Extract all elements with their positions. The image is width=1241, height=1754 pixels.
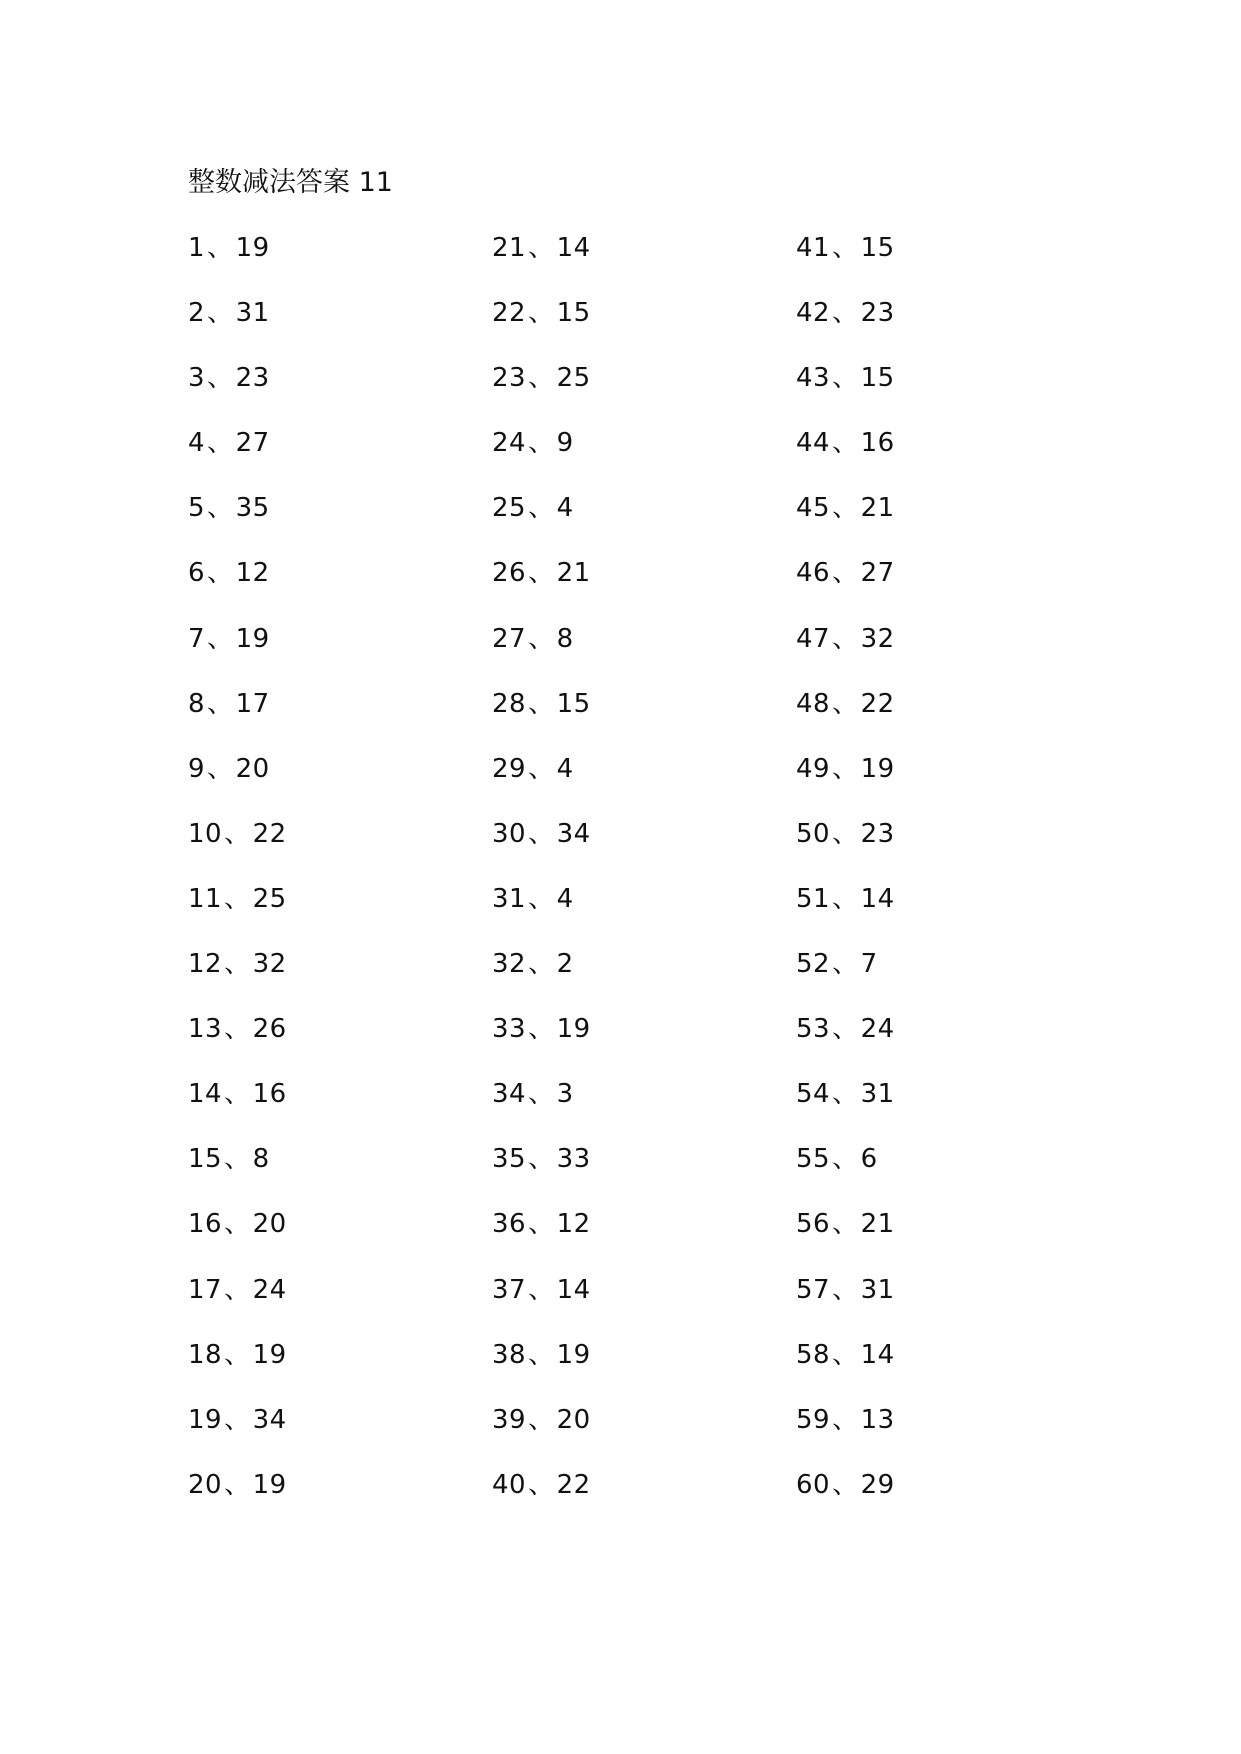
separator: 、 <box>528 493 555 524</box>
answer-value: 29 <box>860 1469 895 1500</box>
separator: 、 <box>207 493 234 524</box>
question-number: 37 <box>492 1274 527 1305</box>
answer-item <box>188 1207 492 1272</box>
separator: 、 <box>528 1079 555 1110</box>
separator: 、 <box>207 753 234 784</box>
separator: 、 <box>832 883 859 914</box>
separator: 、 <box>224 883 251 914</box>
answer-item <box>492 426 796 491</box>
answer-item <box>188 1273 492 1338</box>
answer-value: 19 <box>235 233 270 263</box>
separator: 、 <box>207 233 234 263</box>
answer-item <box>796 1012 1100 1077</box>
answer-value: 19 <box>556 1339 591 1370</box>
answer-value: 14 <box>556 1274 591 1305</box>
answer-item <box>492 752 796 817</box>
separator: 、 <box>528 428 555 459</box>
question-number: 35 <box>492 1144 527 1175</box>
separator: 、 <box>224 1339 251 1370</box>
answer-value: 32 <box>252 949 287 980</box>
question-number: 7 <box>188 623 206 654</box>
separator: 、 <box>224 949 251 980</box>
answer-value: 15 <box>860 363 895 394</box>
separator: 、 <box>528 883 555 914</box>
answer-column-3 <box>796 231 1100 1533</box>
answer-value: 22 <box>252 818 287 849</box>
answer-value: 33 <box>556 1144 591 1175</box>
question-number: 17 <box>188 1274 223 1305</box>
answer-value: 6 <box>860 1144 878 1175</box>
answer-value: 26 <box>252 1014 287 1045</box>
answer-item <box>188 1077 492 1142</box>
answer-value: 23 <box>860 818 895 849</box>
answer-value: 17 <box>235 688 270 719</box>
answer-value: 14 <box>860 1339 895 1370</box>
answer-value: 15 <box>860 233 895 263</box>
question-number: 23 <box>492 363 527 394</box>
question-number: 1 <box>188 233 206 263</box>
separator: 、 <box>528 949 555 980</box>
question-number: 4 <box>188 428 206 459</box>
answer-item <box>188 1142 492 1207</box>
answer-value: 27 <box>235 428 270 459</box>
answer-item <box>796 426 1100 491</box>
question-number: 13 <box>188 1014 223 1045</box>
question-number: 42 <box>796 298 831 329</box>
question-number: 50 <box>796 818 831 849</box>
separator: 、 <box>832 1014 859 1045</box>
answer-item <box>188 491 492 556</box>
separator: 、 <box>224 1404 251 1435</box>
question-number: 5 <box>188 493 206 524</box>
question-number: 29 <box>492 753 527 784</box>
separator: 、 <box>832 1404 859 1435</box>
answer-item <box>492 687 796 752</box>
separator: 、 <box>207 688 234 719</box>
answer-item <box>188 1468 492 1533</box>
answer-value: 20 <box>235 753 270 784</box>
answer-item <box>796 752 1100 817</box>
answer-value: 22 <box>556 1469 591 1500</box>
answer-value: 16 <box>860 428 895 459</box>
answer-value: 8 <box>556 623 574 654</box>
question-number: 54 <box>796 1079 831 1110</box>
answer-item <box>188 1012 492 1077</box>
answer-item <box>492 1468 796 1533</box>
separator: 、 <box>224 1209 251 1240</box>
answer-value: 34 <box>252 1404 287 1435</box>
separator: 、 <box>528 298 555 329</box>
separator: 、 <box>832 1209 859 1240</box>
answer-value: 21 <box>860 1209 895 1240</box>
separator: 、 <box>224 818 251 849</box>
page-title: 整数减法答案 11 <box>188 167 393 198</box>
answer-item <box>188 1338 492 1403</box>
separator: 、 <box>832 949 859 980</box>
question-number: 30 <box>492 818 527 849</box>
answer-item <box>796 1142 1100 1207</box>
question-number: 6 <box>188 558 206 589</box>
answer-item <box>796 1273 1100 1338</box>
answer-item <box>492 817 796 882</box>
separator: 、 <box>832 493 859 524</box>
answer-item <box>796 1207 1100 1272</box>
separator: 、 <box>832 1339 859 1370</box>
answer-item <box>188 947 492 1012</box>
answer-value: 4 <box>556 493 574 524</box>
question-number: 48 <box>796 688 831 719</box>
answer-value: 16 <box>252 1079 287 1110</box>
question-number: 39 <box>492 1404 527 1435</box>
separator: 、 <box>528 1209 555 1240</box>
answer-value: 4 <box>556 883 574 914</box>
question-number: 36 <box>492 1209 527 1240</box>
answer-value: 12 <box>556 1209 591 1240</box>
answer-item <box>492 1077 796 1142</box>
question-number: 9 <box>188 753 206 784</box>
answer-item <box>796 1077 1100 1142</box>
separator: 、 <box>224 1144 251 1175</box>
separator: 、 <box>528 753 555 784</box>
question-number: 28 <box>492 688 527 719</box>
answer-item <box>492 1142 796 1207</box>
answer-value: 19 <box>252 1339 287 1370</box>
answer-value: 32 <box>860 623 895 654</box>
separator: 、 <box>832 298 859 329</box>
answer-value: 20 <box>252 1209 287 1240</box>
question-number: 58 <box>796 1339 831 1370</box>
answer-value: 23 <box>235 363 270 394</box>
question-number: 41 <box>796 233 831 263</box>
question-number: 26 <box>492 558 527 589</box>
answer-value: 31 <box>235 298 270 329</box>
answer-item <box>796 947 1100 1012</box>
answer-item <box>492 361 796 426</box>
question-number: 32 <box>492 949 527 980</box>
answer-value: 19 <box>860 753 895 784</box>
answer-item <box>188 426 492 491</box>
separator: 、 <box>528 558 555 589</box>
separator: 、 <box>224 1014 251 1045</box>
question-number: 15 <box>188 1144 223 1175</box>
question-number: 51 <box>796 883 831 914</box>
question-number: 20 <box>188 1469 223 1500</box>
separator: 、 <box>832 363 859 394</box>
separator: 、 <box>224 1469 251 1500</box>
separator: 、 <box>528 1144 555 1175</box>
answer-item <box>796 296 1100 361</box>
separator: 、 <box>207 558 234 589</box>
answer-item <box>492 1207 796 1272</box>
question-number: 31 <box>492 883 527 914</box>
answer-value: 8 <box>252 1144 270 1175</box>
answer-item <box>188 817 492 882</box>
answer-item <box>796 687 1100 752</box>
question-number: 27 <box>492 623 527 654</box>
question-number: 52 <box>796 949 831 980</box>
separator: 、 <box>528 1404 555 1435</box>
answer-item <box>796 882 1100 947</box>
separator: 、 <box>528 1339 555 1370</box>
answer-item <box>796 491 1100 556</box>
answer-item <box>796 817 1100 882</box>
answer-value: 25 <box>252 883 287 914</box>
answer-item <box>796 361 1100 426</box>
answer-value: 19 <box>556 1014 591 1045</box>
question-number: 45 <box>796 493 831 524</box>
answer-item <box>492 882 796 947</box>
answer-value: 24 <box>860 1014 895 1045</box>
question-number: 2 <box>188 298 206 329</box>
separator: 、 <box>528 1469 555 1500</box>
answer-item <box>492 1012 796 1077</box>
separator: 、 <box>528 623 555 654</box>
question-number: 49 <box>796 753 831 784</box>
separator: 、 <box>224 1079 251 1110</box>
question-number: 43 <box>796 363 831 394</box>
separator: 、 <box>207 428 234 459</box>
question-number: 40 <box>492 1469 527 1500</box>
answer-value: 25 <box>556 363 591 394</box>
question-number: 56 <box>796 1209 831 1240</box>
question-number: 47 <box>796 623 831 654</box>
answer-item <box>492 1403 796 1468</box>
answer-item <box>188 556 492 621</box>
question-number: 14 <box>188 1079 223 1110</box>
answer-value: 31 <box>860 1274 895 1305</box>
question-number: 59 <box>796 1404 831 1435</box>
question-number: 25 <box>492 493 527 524</box>
answer-item <box>188 231 492 296</box>
separator: 、 <box>528 233 555 263</box>
separator: 、 <box>832 558 859 589</box>
separator: 、 <box>832 818 859 849</box>
question-number: 11 <box>188 883 223 914</box>
answer-item <box>188 622 492 687</box>
question-number: 46 <box>796 558 831 589</box>
question-number: 3 <box>188 363 206 394</box>
answer-item <box>492 1338 796 1403</box>
answer-value: 34 <box>556 818 591 849</box>
answer-value: 14 <box>556 233 591 263</box>
answer-item <box>188 1403 492 1468</box>
answer-value: 20 <box>556 1404 591 1435</box>
answer-item <box>492 556 796 621</box>
question-number: 44 <box>796 428 831 459</box>
separator: 、 <box>207 623 234 654</box>
answer-value: 3 <box>556 1079 574 1110</box>
question-number: 60 <box>796 1469 831 1500</box>
separator: 、 <box>832 623 859 654</box>
separator: 、 <box>832 1144 859 1175</box>
answer-item <box>796 1468 1100 1533</box>
answer-item <box>492 231 796 296</box>
answer-item <box>188 882 492 947</box>
answer-value: 19 <box>235 623 270 654</box>
question-number: 53 <box>796 1014 831 1045</box>
answer-item <box>796 622 1100 687</box>
question-number: 24 <box>492 428 527 459</box>
answer-value: 24 <box>252 1274 287 1305</box>
question-number: 22 <box>492 298 527 329</box>
question-number: 55 <box>796 1144 831 1175</box>
separator: 、 <box>832 1469 859 1500</box>
separator: 、 <box>528 688 555 719</box>
answer-item <box>188 296 492 361</box>
question-number: 21 <box>492 233 527 263</box>
answer-value: 21 <box>556 558 591 589</box>
answer-value: 19 <box>252 1469 287 1500</box>
answer-value: 15 <box>556 298 591 329</box>
answer-item <box>492 947 796 1012</box>
answer-item <box>492 622 796 687</box>
answer-item <box>492 296 796 361</box>
answer-value: 23 <box>860 298 895 329</box>
answer-value: 27 <box>860 558 895 589</box>
question-number: 8 <box>188 688 206 719</box>
answer-value: 15 <box>556 688 591 719</box>
question-number: 38 <box>492 1339 527 1370</box>
answer-value: 22 <box>860 688 895 719</box>
answer-value: 21 <box>860 493 895 524</box>
separator: 、 <box>832 688 859 719</box>
question-number: 12 <box>188 949 223 980</box>
answer-value: 2 <box>556 949 574 980</box>
separator: 、 <box>528 1274 555 1305</box>
answer-value: 14 <box>860 883 895 914</box>
separator: 、 <box>832 753 859 784</box>
separator: 、 <box>207 298 234 329</box>
answer-value: 13 <box>860 1404 895 1435</box>
question-number: 57 <box>796 1274 831 1305</box>
question-number: 10 <box>188 818 223 849</box>
answer-item <box>188 752 492 817</box>
answer-value: 31 <box>860 1079 895 1110</box>
answer-value: 7 <box>860 949 878 980</box>
answer-item <box>796 1403 1100 1468</box>
separator: 、 <box>832 233 859 263</box>
separator: 、 <box>832 1274 859 1305</box>
separator: 、 <box>832 428 859 459</box>
question-number: 33 <box>492 1014 527 1045</box>
answer-item <box>796 556 1100 621</box>
answer-value: 9 <box>556 428 574 459</box>
answer-item <box>492 491 796 556</box>
answer-item <box>188 361 492 426</box>
answer-column-1 <box>188 231 492 1533</box>
question-number: 18 <box>188 1339 223 1370</box>
answer-item <box>492 1273 796 1338</box>
question-number: 34 <box>492 1079 527 1110</box>
separator: 、 <box>207 363 234 394</box>
separator: 、 <box>528 1014 555 1045</box>
answer-item <box>188 687 492 752</box>
answer-value: 4 <box>556 753 574 784</box>
separator: 、 <box>528 363 555 394</box>
answer-value: 35 <box>235 493 270 524</box>
answer-value: 12 <box>235 558 270 589</box>
separator: 、 <box>832 1079 859 1110</box>
separator: 、 <box>224 1274 251 1305</box>
answer-grid <box>188 231 1100 1533</box>
question-number: 16 <box>188 1209 223 1240</box>
separator: 、 <box>528 818 555 849</box>
question-number: 19 <box>188 1404 223 1435</box>
answer-column-2 <box>492 231 796 1533</box>
answer-item <box>796 231 1100 296</box>
answer-item <box>796 1338 1100 1403</box>
